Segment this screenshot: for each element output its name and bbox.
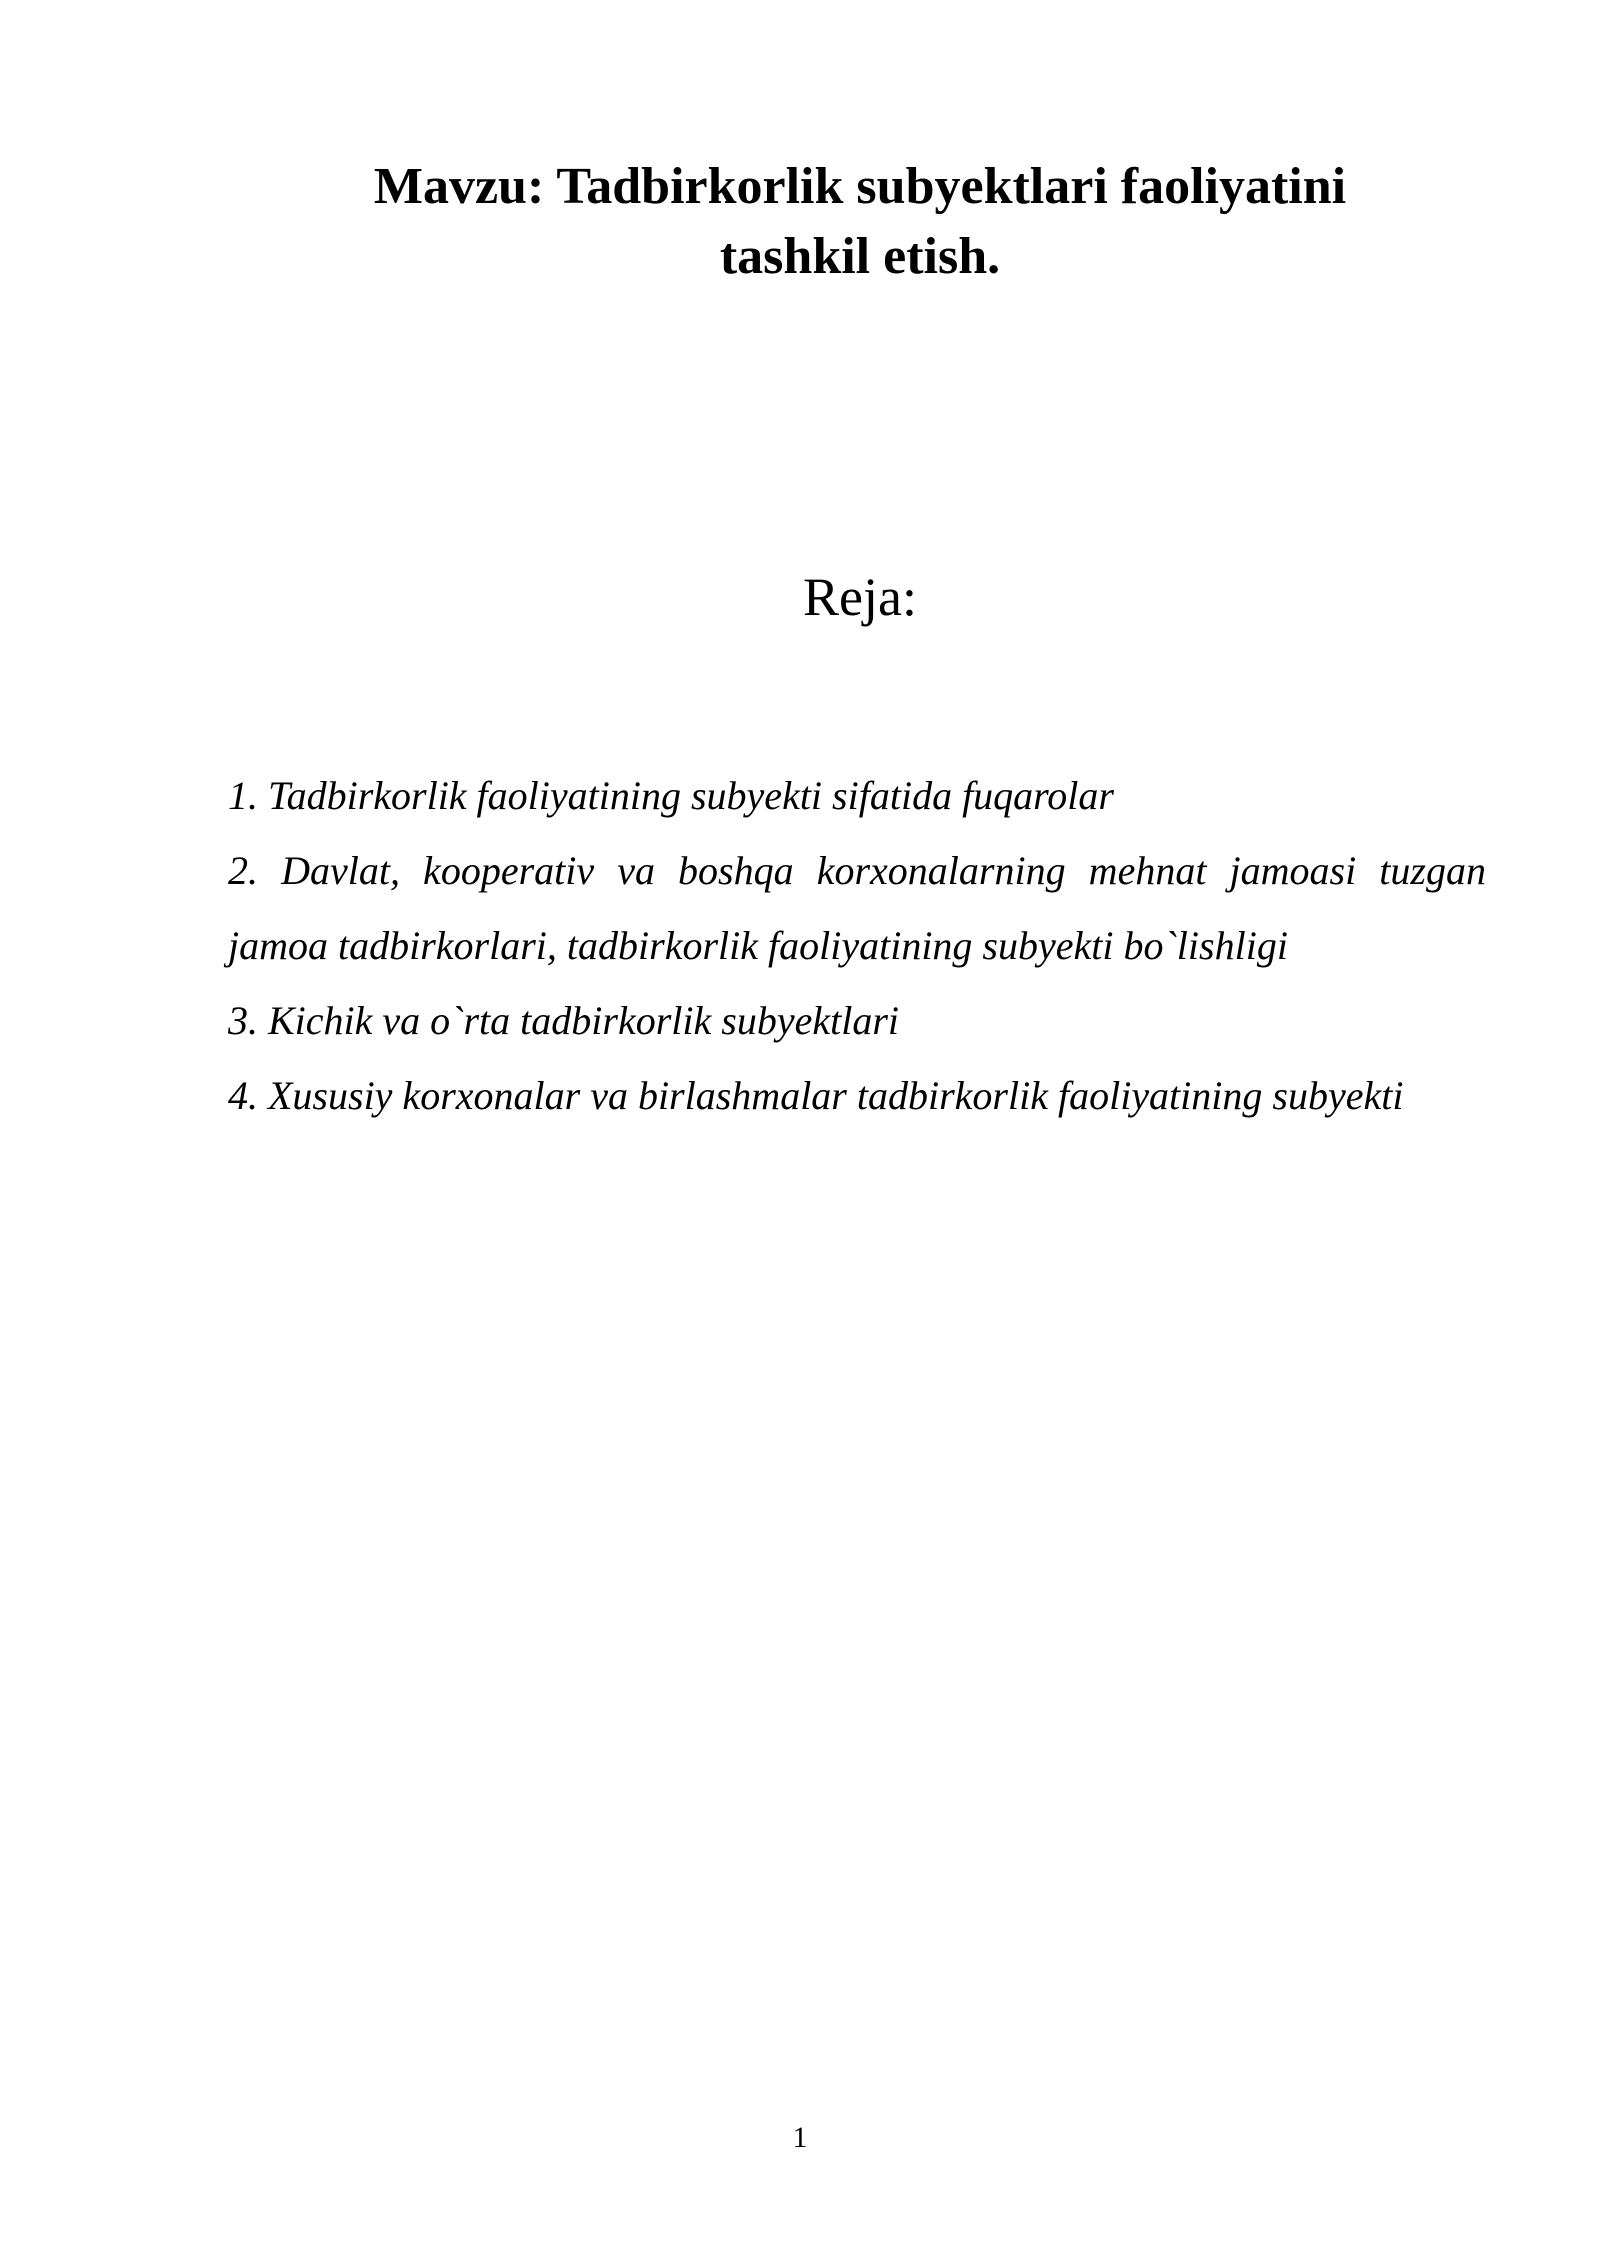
plan-item: 1. Tadbirkorlik faoliyatining subyekti sifatida fuqarolar bbox=[228, 773, 1114, 818]
page-number: 1 bbox=[792, 2121, 808, 2154]
title-line-1: Mavzu: Tadbirkorlik subyektlari faoliyatini bbox=[373, 158, 1347, 215]
plan-item: 4. Xususiy korxonalar va birlashmalar tadbirkorlik faoliyatining subyekti bbox=[228, 1073, 1404, 1118]
document-title bbox=[300, 152, 1420, 292]
title-line-2: tashkil etish. bbox=[719, 228, 1001, 285]
plan-item: 2. Davlat, kooperativ va boshqa korxonalarning mehnat jamoasi tuzgan jamoa tadbirkorlari, tadbirkorlik faoliyatining subyekti bo`lishligi bbox=[228, 848, 1486, 968]
plan-list bbox=[228, 758, 1486, 1133]
plan-heading: Reja: bbox=[803, 567, 917, 627]
plan-item: 3. Kichik va o`rta tadbirkorlik subyektlari bbox=[228, 998, 899, 1043]
